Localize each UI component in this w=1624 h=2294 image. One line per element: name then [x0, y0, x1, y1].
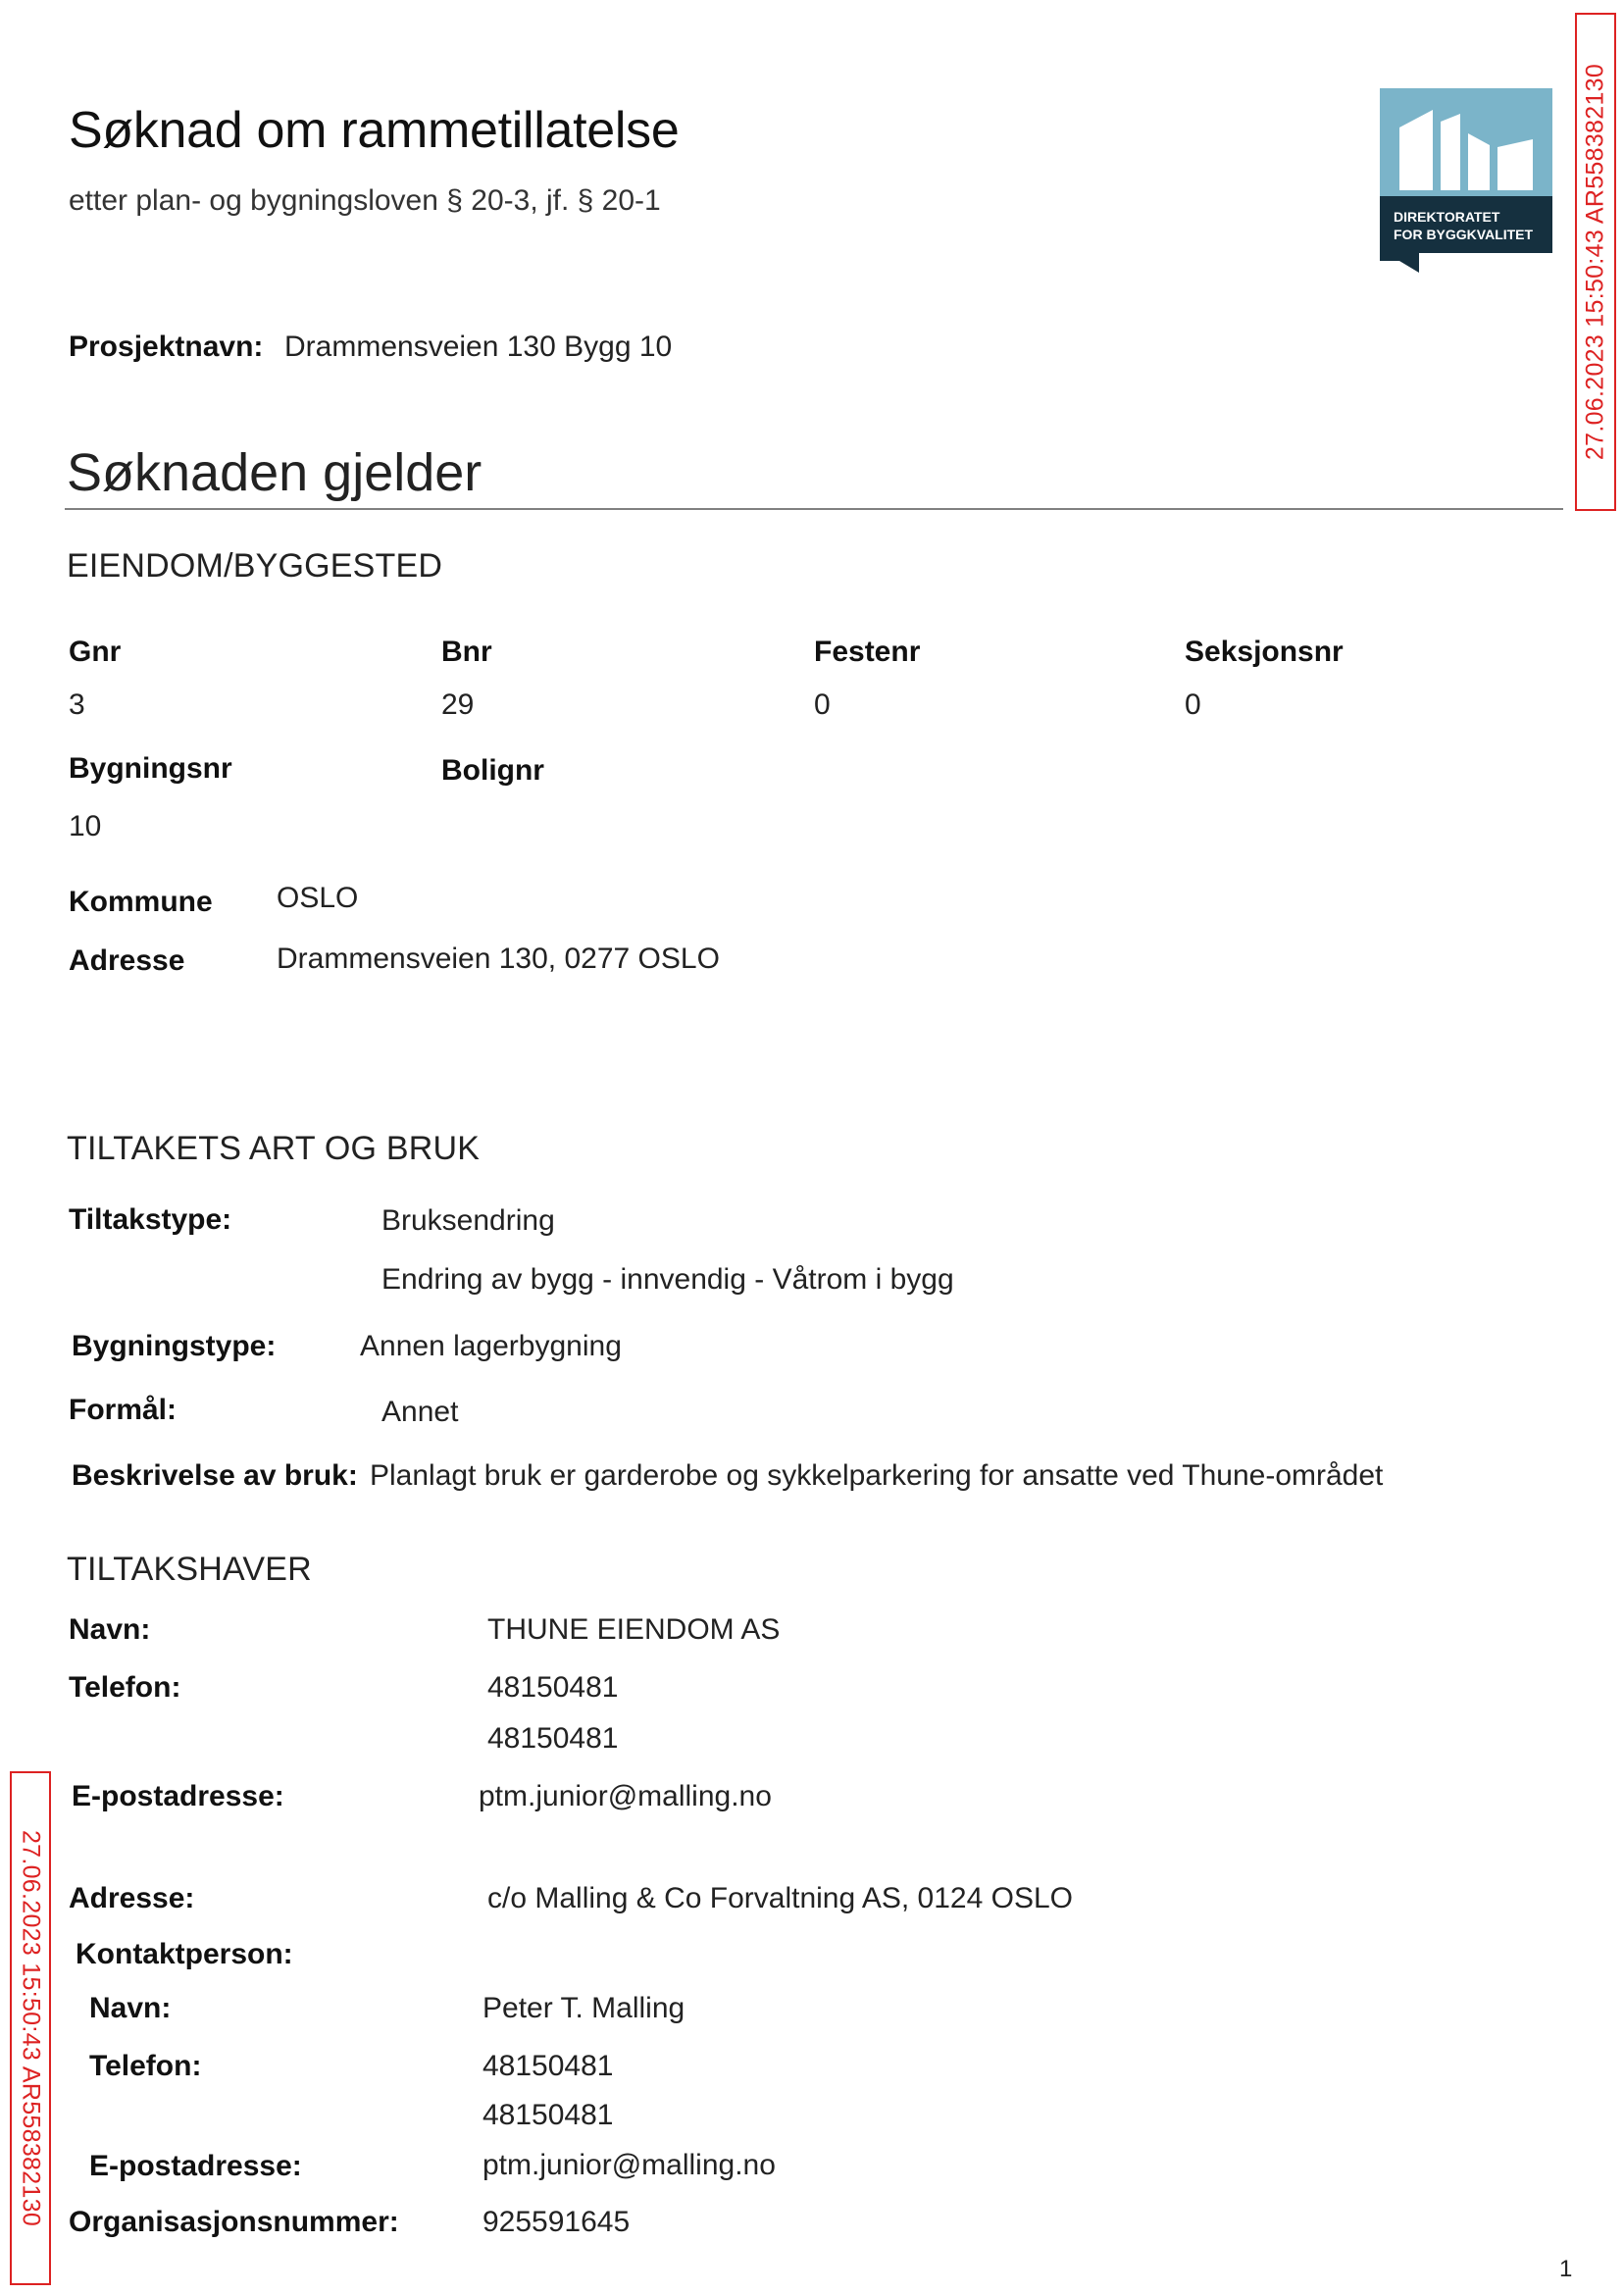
- kommune-label: Kommune: [69, 886, 213, 918]
- orgnr-label: Organisasjonsnummer:: [69, 2206, 399, 2238]
- section-heading-measure: TILTAKETS ART OG BRUK: [67, 1130, 481, 1167]
- dibk-logo: [1380, 88, 1552, 273]
- contact-name-value: Peter T. Malling: [482, 1992, 685, 2024]
- adresse-label: Adresse: [69, 944, 185, 977]
- applicant-phone-value-1: 48150481: [487, 1671, 619, 1704]
- project-name-label: Prosjektnavn:: [69, 331, 264, 363]
- timestamp-stamp-top-text: 27.06.2023 15:50:43 AR558382130: [1581, 63, 1609, 461]
- contact-person-label: Kontaktperson:: [76, 1938, 293, 1970]
- applicant-name-value: THUNE EIENDOM AS: [487, 1613, 781, 1646]
- applicant-email-value: ptm.junior@malling.no: [479, 1780, 772, 1812]
- section-heading-applies: Søknaden gjelder: [67, 443, 482, 502]
- beskrivelse-label: Beskrivelse av bruk:: [72, 1459, 358, 1492]
- timestamp-stamp-left-text: 27.06.2023 15:50:43 AR558382130: [17, 1829, 45, 2227]
- applicant-email-label: E-postadresse:: [72, 1780, 284, 1812]
- formal-value: Annet: [381, 1396, 459, 1428]
- contact-email-label: E-postadresse:: [89, 2150, 302, 2182]
- gnr-label: Gnr: [69, 636, 122, 668]
- applicant-phone-label: Telefon:: [69, 1671, 181, 1704]
- applicant-address-label: Adresse:: [69, 1882, 195, 1914]
- document-subtitle: etter plan- og bygningsloven § 20-3, jf. § 20-1: [69, 184, 661, 217]
- bygningstype-value: Annen lagerbygning: [360, 1330, 622, 1362]
- festenr-label: Festenr: [814, 636, 921, 668]
- logo-line-2: FOR BYGGKVALITET: [1394, 227, 1534, 242]
- seksjonsnr-value: 0: [1185, 688, 1201, 721]
- beskrivelse-value: Planlagt bruk er garderobe og sykkelparkering for ansatte ved Thune-området: [370, 1459, 1384, 1492]
- tiltakstype-label: Tiltakstype:: [69, 1203, 232, 1236]
- gnr-value: 3: [69, 688, 85, 721]
- contact-phone-value-1: 48150481: [482, 2050, 614, 2082]
- section-heading-property: EIENDOM/BYGGESTED: [67, 547, 443, 585]
- contact-name-label: Navn:: [89, 1992, 172, 2024]
- section-heading-applicant: TILTAKSHAVER: [67, 1551, 312, 1588]
- section-divider: [65, 508, 1563, 510]
- contact-phone-value-2: 48150481: [482, 2099, 614, 2131]
- tiltakstype-value-1: Bruksendring: [381, 1204, 555, 1237]
- bnr-value: 29: [441, 688, 475, 721]
- logo-line-1: DIREKTORATET: [1394, 209, 1500, 225]
- bygningsnr-label: Bygningsnr: [69, 752, 232, 785]
- bygningsnr-value: 10: [69, 810, 102, 842]
- bnr-label: Bnr: [441, 636, 492, 668]
- festenr-value: 0: [814, 688, 831, 721]
- adresse-value: Drammensveien 130, 0277 OSLO: [277, 943, 720, 975]
- orgnr-value: 925591645: [482, 2206, 631, 2238]
- document-title: Søknad om rammetillatelse: [69, 102, 680, 159]
- bolignr-label: Bolignr: [441, 754, 544, 787]
- tiltakstype-value-2: Endring av bygg - innvendig - Våtrom i bygg: [381, 1263, 954, 1296]
- timestamp-stamp-left: [10, 1771, 51, 2285]
- contact-email-value: ptm.junior@malling.no: [482, 2149, 776, 2181]
- contact-phone-label: Telefon:: [89, 2050, 202, 2082]
- page-number: 1: [1559, 2256, 1573, 2282]
- timestamp-stamp-top: [1575, 13, 1616, 511]
- applicant-phone-value-2: 48150481: [487, 1722, 619, 1755]
- applicant-name-label: Navn:: [69, 1613, 151, 1646]
- bygningstype-label: Bygningstype:: [72, 1330, 277, 1362]
- applicant-address-value: c/o Malling & Co Forvaltning AS, 0124 OSLO: [487, 1882, 1073, 1914]
- kommune-value: OSLO: [277, 882, 359, 914]
- formal-label: Formål:: [69, 1394, 178, 1426]
- seksjonsnr-label: Seksjonsnr: [1185, 636, 1344, 668]
- project-name-value: Drammensveien 130 Bygg 10: [284, 331, 673, 363]
